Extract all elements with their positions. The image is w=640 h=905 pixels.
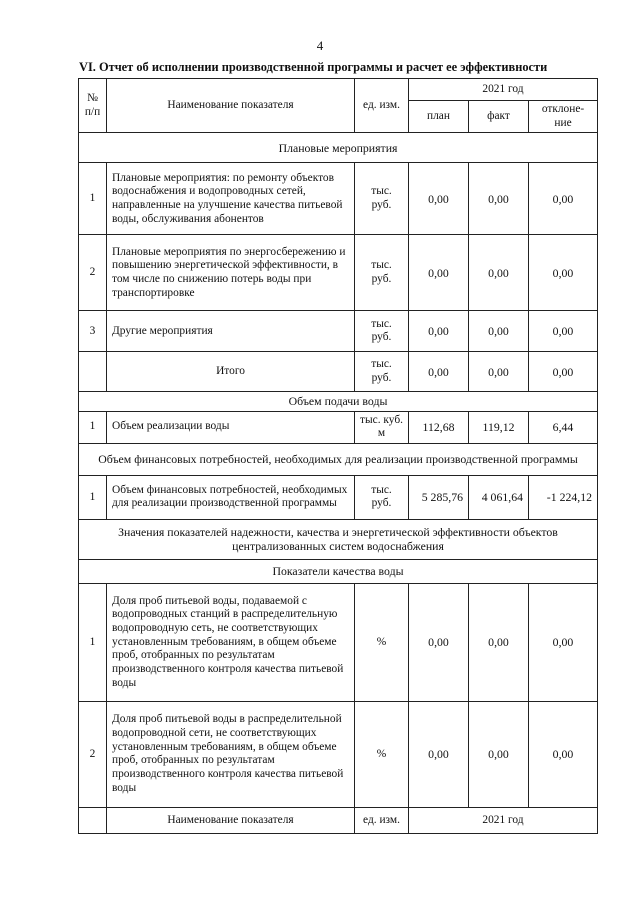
header-unit: ед. изм.: [355, 79, 409, 133]
row-num: 2: [79, 235, 107, 311]
row-name: Плановые мероприятия: по ремонту объектов водоснабжения и водопроводных сетей, направленные на улучшение качества питьевой воды, обслуживания абонентов: [107, 163, 355, 235]
row-deviation: 0,00: [529, 235, 598, 311]
section-water-quality: Показатели качества воды: [79, 559, 598, 583]
row-num: 1: [79, 163, 107, 235]
section-supply-volume: Объем подачи воды: [79, 392, 598, 411]
row-num: 2: [79, 701, 107, 807]
row-fact: 0,00: [469, 311, 529, 352]
section-row: [79, 559, 598, 583]
row-name: Доля проб питьевой воды, подаваемой с водопроводных станций в распределительную водопроводную сеть, не соответствующих установленным требованиям, в общем объеме проб, отобранных по результатам производственного контроля качества питьевой воды: [107, 583, 355, 701]
row-deviation: 0,00: [529, 311, 598, 352]
table-row: [79, 411, 598, 443]
row-num: 1: [79, 411, 107, 443]
row-plan: 0,00: [409, 235, 469, 311]
row-fact: 0,00: [469, 701, 529, 807]
header-plan: план: [409, 101, 469, 133]
table-header-row: [79, 79, 598, 101]
table-row: [79, 475, 598, 519]
row-fact: 0,00: [469, 235, 529, 311]
table-footer-row: [79, 807, 598, 833]
row-plan: 0,00: [409, 352, 469, 392]
section-row: [79, 519, 598, 559]
row-name: Другие мероприятия: [107, 311, 355, 352]
row-fact: 0,00: [469, 583, 529, 701]
row-unit: тыс. руб.: [355, 475, 409, 519]
footer-num: [79, 807, 107, 833]
row-name: Объем реализации воды: [107, 411, 355, 443]
row-unit: тыс. руб.: [355, 352, 409, 392]
row-name: Доля проб питьевой воды в распределительной водопроводной сети, не соответствующих установленным требованиям, в общем объеме проб, отобранных по результатам производственного контроля качества питьевой воды: [107, 701, 355, 807]
page-number: 4: [316, 38, 324, 53]
row-deviation: 0,00: [529, 701, 598, 807]
row-name: Объем финансовых потребностей, необходимых для реализации производственной программы: [107, 475, 355, 519]
header-name: Наименование показателя: [107, 79, 355, 133]
footer-year: 2021 год: [409, 807, 598, 833]
section-reliability-indicators: Значения показателей надежности, качества и энергетической эффективности объектов централизованных систем водоснабжения: [79, 519, 598, 559]
row-plan: 112,68: [409, 411, 469, 443]
footer-unit: ед. изм.: [355, 807, 409, 833]
header-fact: факт: [469, 101, 529, 133]
row-unit: тыс. куб. м: [355, 411, 409, 443]
row-unit: %: [355, 583, 409, 701]
table-row: [79, 163, 598, 235]
header-year: 2021 год: [409, 79, 598, 101]
section-row: [79, 392, 598, 411]
row-unit: тыс. руб.: [355, 311, 409, 352]
row-num: 1: [79, 475, 107, 519]
section-title: VI. Отчет об исполнении производственной программы и расчет ее эффективности: [79, 60, 548, 74]
report-table: [78, 78, 598, 834]
row-num: 3: [79, 311, 107, 352]
total-name: Итого: [107, 352, 355, 392]
row-name: Плановые мероприятия по энергосбережению и повышению энергетической эффективности, в том числе по снижению потерь воды при транспортировке: [107, 235, 355, 311]
header-deviation: отклоне- ние: [529, 101, 598, 133]
row-unit: тыс. руб.: [355, 235, 409, 311]
section-row: [79, 443, 598, 475]
table-row: [79, 701, 598, 807]
row-fact: 0,00: [469, 163, 529, 235]
row-deviation: -1 224,12: [529, 475, 598, 519]
row-deviation: 6,44: [529, 411, 598, 443]
section-row: [79, 133, 598, 163]
row-fact: 4 061,64: [469, 475, 529, 519]
row-fact: 119,12: [469, 411, 529, 443]
row-plan: 0,00: [409, 163, 469, 235]
row-plan: 0,00: [409, 311, 469, 352]
section-financial-needs: Объем финансовых потребностей, необходимых для реализации производственной программы: [79, 443, 598, 475]
row-num: [79, 352, 107, 392]
row-deviation: 0,00: [529, 583, 598, 701]
row-num: 1: [79, 583, 107, 701]
header-num: № п/п: [79, 79, 107, 133]
table-row: [79, 235, 598, 311]
table-row: [79, 311, 598, 352]
row-deviation: 0,00: [529, 163, 598, 235]
row-plan: 0,00: [409, 701, 469, 807]
section-planned-measures: Плановые мероприятия: [79, 133, 598, 163]
row-plan: 0,00: [409, 583, 469, 701]
row-unit: тыс. руб.: [355, 163, 409, 235]
table-row: [79, 583, 598, 701]
row-deviation: 0,00: [529, 352, 598, 392]
row-unit: %: [355, 701, 409, 807]
row-plan: 5 285,76: [409, 475, 469, 519]
row-fact: 0,00: [469, 352, 529, 392]
total-row: [79, 352, 598, 392]
footer-name: Наименование показателя: [107, 807, 355, 833]
